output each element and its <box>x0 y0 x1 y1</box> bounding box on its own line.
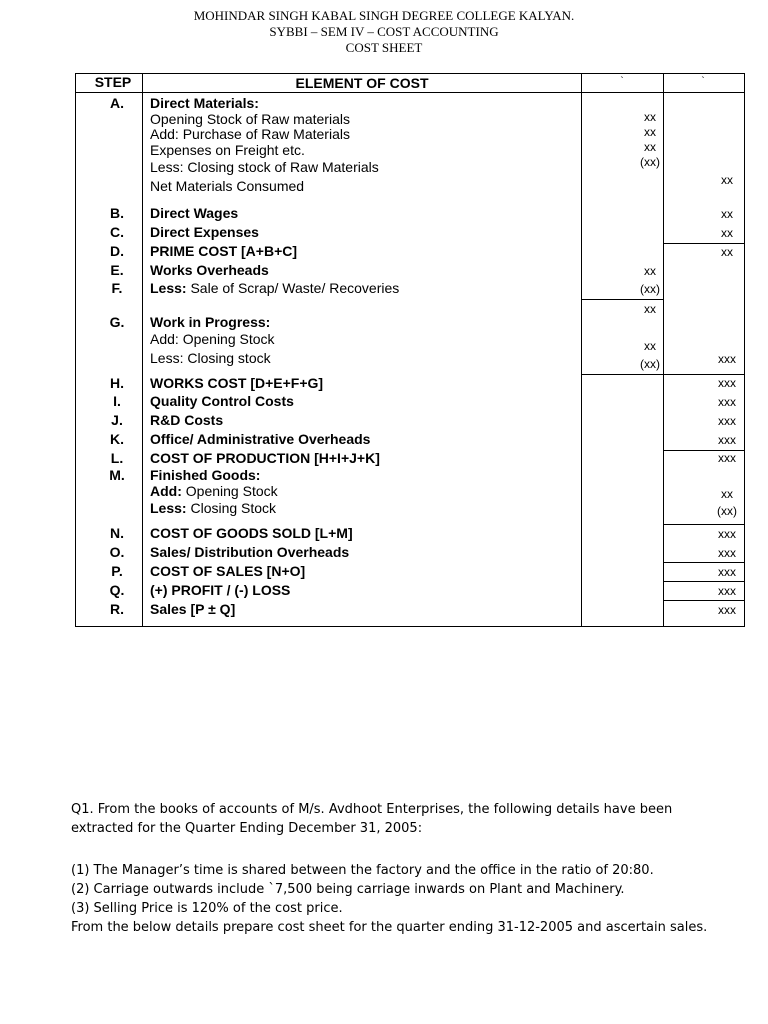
amount-col-2: xx <box>721 487 733 501</box>
question-note-3: (3) Selling Price is 120% of the cost price. <box>71 901 343 916</box>
amount-col-2: xx <box>721 226 733 240</box>
amount-col-2: xxx <box>718 414 736 428</box>
sheet-title: COST SHEET <box>345 40 423 55</box>
amount-col-2: xxx <box>718 352 736 366</box>
amount-col-1: xx <box>644 125 656 139</box>
step-label: H. <box>110 375 124 391</box>
amount-col-2: xxx <box>718 376 736 390</box>
element-of-cost: COST OF SALES [N+O] <box>150 563 306 579</box>
step-label: G. <box>109 314 125 330</box>
element-of-cost: Expenses on Freight etc. <box>150 142 305 158</box>
element-of-cost: Less: Closing Stock <box>150 500 277 516</box>
course-title: SYBBI – SEM IV – COST ACCOUNTING <box>269 24 499 39</box>
step-label: K. <box>110 431 124 447</box>
element-of-cost: Opening Stock of Raw materials <box>150 111 350 127</box>
element-of-cost: Less: Closing stock <box>150 350 271 366</box>
col-step-header: STEP <box>94 74 132 90</box>
element-of-cost: Office/ Administrative Overheads <box>150 431 371 447</box>
amount-col-1: xx <box>644 110 656 124</box>
element-of-cost: Works Overheads <box>150 262 269 278</box>
college-name: MOHINDAR SINGH KABAL SINGH DEGREE COLLEGE KALYAN. <box>193 8 575 23</box>
amount-col-1: xx <box>644 339 656 353</box>
amount-col-1: (xx) <box>640 357 660 371</box>
amount-col-2: xx <box>721 173 733 187</box>
step-label: L. <box>110 450 124 466</box>
element-of-cost: Work in Progress: <box>150 314 271 330</box>
amount-col-2: xxx <box>718 433 736 447</box>
amount-col-1: xx <box>644 264 656 278</box>
element-of-cost: Add: Opening Stock <box>150 483 278 499</box>
element-of-cost: Direct Wages <box>150 205 239 221</box>
element-of-cost: Direct Expenses <box>150 224 259 240</box>
element-of-cost: Direct Materials: <box>150 95 259 111</box>
element-of-cost: Less: Closing stock of Raw Materials <box>150 159 379 175</box>
amount-col-2: xxx <box>718 565 736 579</box>
amount-col-2: xxx <box>718 527 736 541</box>
element-of-cost: (+) PROFIT / (-) LOSS <box>150 582 291 598</box>
col-element-header: ELEMENT OF COST <box>295 75 429 91</box>
element-of-cost: Less: Sale of Scrap/ Waste/ Recoveries <box>150 280 400 296</box>
question-intro-line-2: extracted for the Quarter Ending December 31, 2005: <box>71 821 423 836</box>
amount-col-2: xxx <box>718 451 736 465</box>
amount-col-1: (xx) <box>640 155 660 169</box>
amount-col-2: xxx <box>718 584 736 598</box>
step-label: A. <box>110 95 124 111</box>
amount-col-1: xx <box>644 302 656 316</box>
step-label: P. <box>111 563 123 579</box>
element-of-cost: COST OF PRODUCTION [H+I+J+K] <box>150 450 380 466</box>
amount-col-2: xx <box>721 245 733 259</box>
element-of-cost: Sales [P ± Q] <box>150 601 236 617</box>
step-label: B. <box>110 205 124 221</box>
element-of-cost: Quality Control Costs <box>150 393 294 409</box>
step-label: C. <box>110 224 124 240</box>
element-of-cost: R&D Costs <box>150 412 224 428</box>
amount-col-2: xx <box>721 207 733 221</box>
question-note-1: (1) The Manager’s time is shared between the factory and the office in the ratio of 20:80. <box>71 863 654 878</box>
step-label: J. <box>111 412 123 428</box>
amount-col-1: (xx) <box>640 282 660 296</box>
step-label: O. <box>109 544 125 560</box>
amount-col-1: xx <box>644 140 656 154</box>
question-intro-line-1: Q1. From the books of accounts of M/s. Avdhoot Enterprises, the following details have been <box>71 802 673 817</box>
element-of-cost: PRIME COST [A+B+C] <box>150 243 298 259</box>
step-label: R. <box>110 601 124 617</box>
element-of-cost: Sales/ Distribution Overheads <box>150 544 350 560</box>
question-note-2: (2) Carriage outwards include `7,500 being carriage inwards on Plant and Machinery. <box>71 882 625 897</box>
amount-col-2: (xx) <box>717 504 737 518</box>
element-of-cost: Add: Purchase of Raw Materials <box>150 126 350 142</box>
step-label: M. <box>109 467 125 483</box>
col-amount-2-header: ` <box>701 76 705 87</box>
col-amount-1-header: ` <box>620 76 624 87</box>
amount-col-2: xxx <box>718 395 736 409</box>
step-label: F. <box>111 280 123 296</box>
step-label: E. <box>110 262 124 278</box>
amount-col-2: xxx <box>718 546 736 560</box>
question-instruction: From the below details prepare cost sheet for the quarter ending 31-12-2005 and ascertain sales. <box>71 920 708 935</box>
element-of-cost: WORKS COST [D+E+F+G] <box>150 375 324 391</box>
step-label: N. <box>110 525 124 541</box>
element-of-cost: Net Materials Consumed <box>150 178 305 194</box>
element-of-cost: Add: Opening Stock <box>150 331 275 347</box>
element-of-cost: COST OF GOODS SOLD [L+M] <box>150 525 353 541</box>
step-label: I. <box>113 393 121 409</box>
amount-col-2: xxx <box>718 603 736 617</box>
step-label: Q. <box>109 582 125 598</box>
element-of-cost: Finished Goods: <box>150 467 261 483</box>
step-label: D. <box>110 243 124 259</box>
